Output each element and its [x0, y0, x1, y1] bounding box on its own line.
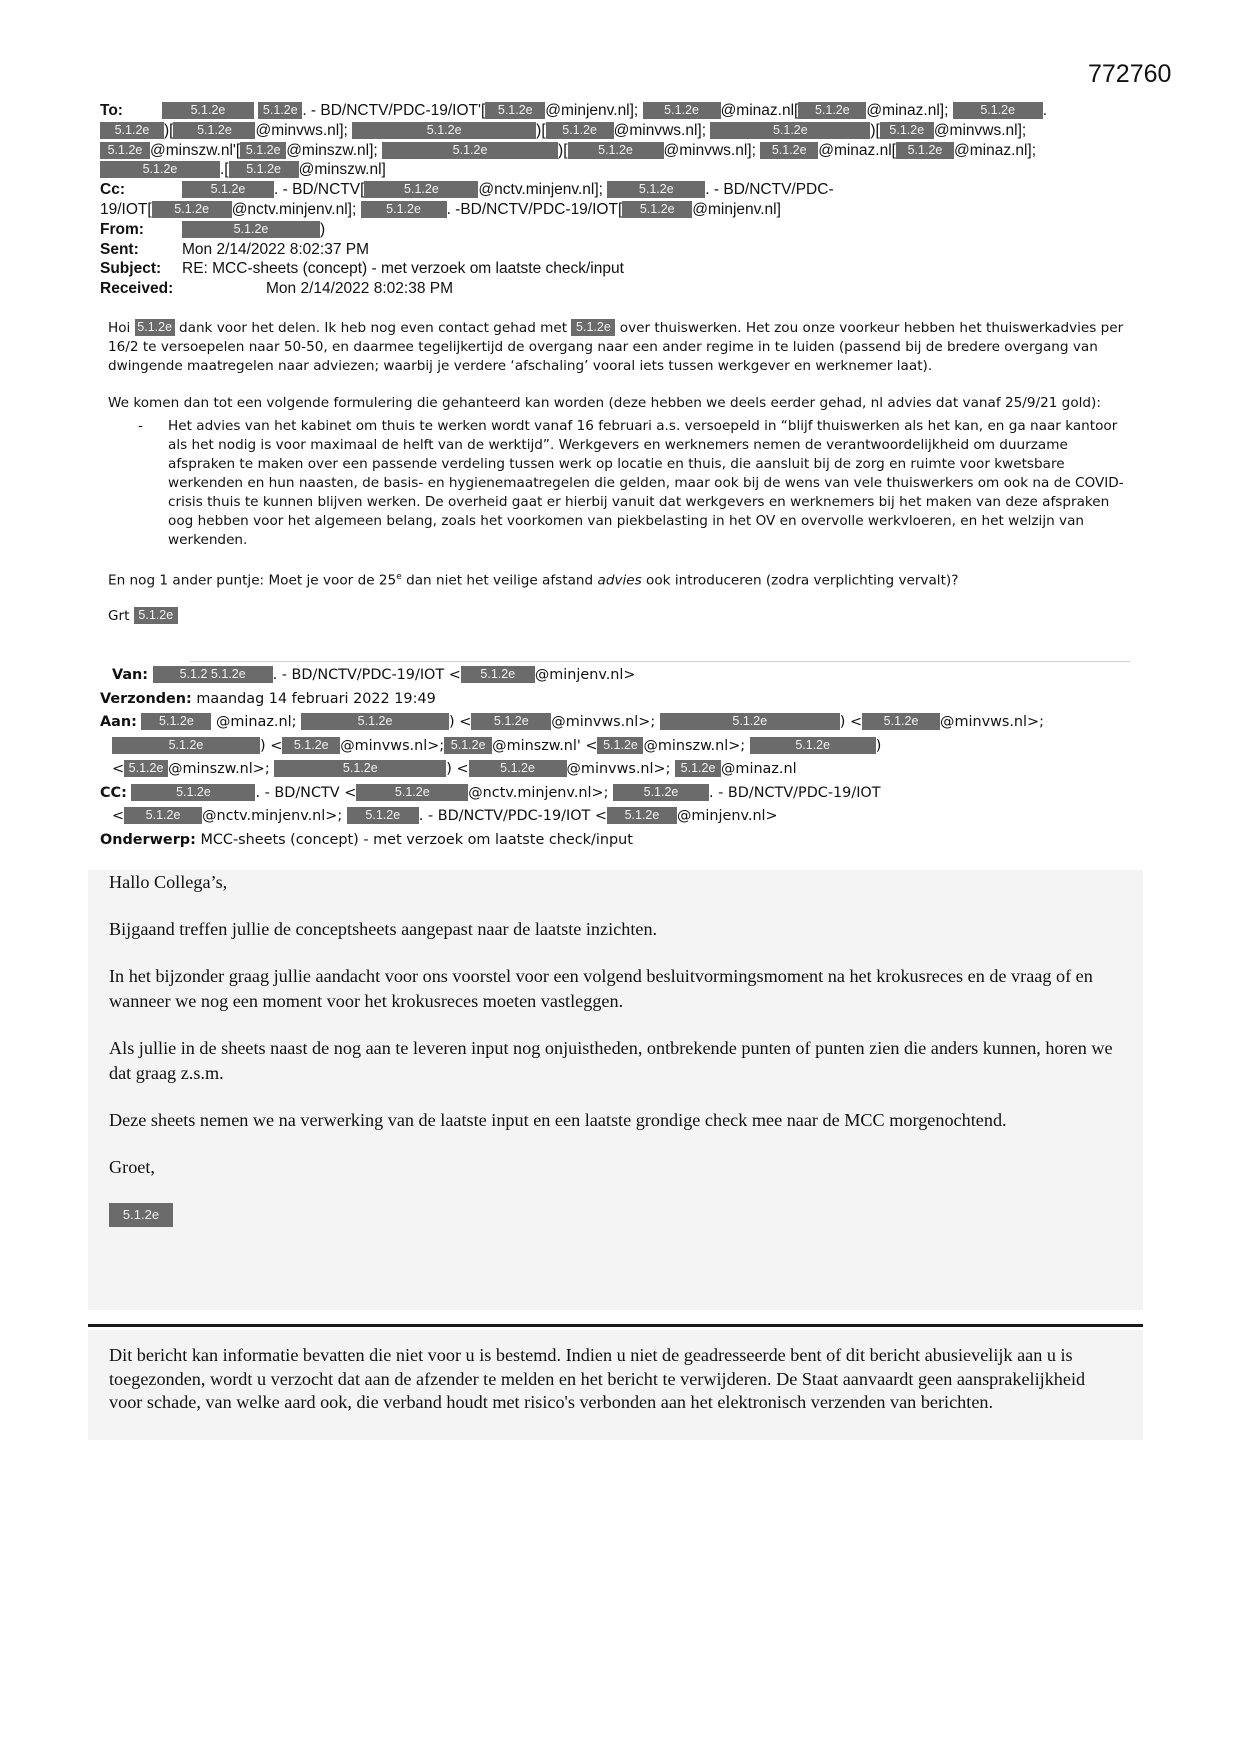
original-paragraph: Als jullie in de sheets naast de nog aan te leveren input nog onjuistheden, ontbrekende punten of punten zien die anders kunnen, horen we dat graag z.s.m.	[109, 1038, 1113, 1083]
onderwerp-line	[100, 829, 1130, 853]
original-paragraph: In het bijzonder graag jullie aandacht voor ons voorstel voor een volgend besluitvormingsmoment na het krokusreces en de vraag of en wanneer we nog een moment voor het krokusreces moeten vastleggen.	[109, 966, 1093, 1011]
address-text: @minszw.nl];	[286, 141, 378, 159]
emphasis: advies	[597, 572, 642, 589]
redaction: 5.1.2e	[643, 102, 721, 119]
verzonden-value: maandag 14 februari 2022 19:49	[196, 690, 436, 707]
address-text: )[	[536, 121, 546, 139]
received-line	[100, 279, 1140, 299]
address-text: @minszw.nl]	[298, 161, 386, 179]
reply-text: dank voor het delen. Ik heb nog even contact gehad met	[178, 320, 568, 336]
redaction: 5.1.2e	[134, 607, 178, 624]
address-text: @minszw.nl>;	[168, 761, 270, 777]
redaction: 5.1.2e	[862, 713, 940, 730]
cc-label: CC:	[100, 784, 127, 801]
redaction: 5.1.2e	[258, 102, 302, 119]
reply-body	[108, 319, 1133, 644]
address-text: . - BD/NCTV[	[274, 181, 365, 199]
address-text: @minvws.nl>;	[940, 714, 1044, 730]
original-message	[88, 870, 1143, 1310]
address-text: @nctv.minjenv.nl];	[231, 200, 357, 218]
address-text: . - BD/NCTV <	[255, 784, 357, 801]
reply-paragraph	[108, 319, 1133, 376]
received-value: Mon 2/14/2022 8:02:38 PM	[266, 280, 453, 298]
original-paragraph: Hallo Collega’s,	[109, 872, 228, 892]
redaction: 5.1.2e	[100, 142, 150, 159]
address-text: @minjenv.nl>	[534, 667, 636, 683]
verzonden-line	[100, 688, 1130, 712]
email-header	[100, 101, 1140, 299]
cc-line	[100, 782, 1130, 806]
redaction: 5.1.2e	[461, 666, 535, 683]
address-text: @minszw.nl'[	[150, 141, 241, 159]
address-text: . - BD/NCTV/PDC-	[705, 181, 834, 199]
redaction: 5.1.2e	[622, 201, 692, 218]
redaction: 5.1.2e	[546, 122, 614, 139]
redaction: 5.1.2e	[301, 713, 449, 730]
cc-line	[100, 180, 1140, 200]
address-text: . - BD/NCTV/PDC-19/IOT'[	[302, 102, 486, 119]
separator-line	[88, 1324, 1143, 1327]
redaction: 5.1.2e	[607, 807, 677, 824]
redaction: 5.1.2e	[597, 737, 643, 754]
redaction: 5.1.2e	[568, 142, 664, 159]
sent-value: Mon 2/14/2022 8:02:37 PM	[182, 240, 369, 258]
cc-line	[100, 200, 1140, 220]
to-line	[100, 101, 1140, 121]
aan-line	[100, 735, 1130, 759]
address-text: . -BD/NCTV/PDC-19/IOT[	[446, 200, 623, 218]
address-text: . - BD/NCTV/PDC-19/IOT	[709, 784, 881, 801]
reply-text: dan niet het veilige afstand	[406, 572, 594, 589]
reply-text: Hoi	[108, 320, 131, 336]
redaction: 5.1.2e	[485, 102, 545, 119]
address-text: @minvws.nl];	[613, 121, 707, 139]
redaction: 5.1.2e	[675, 760, 721, 777]
redaction: 5.1.2e	[100, 161, 220, 178]
address-text: @minszw.nl>;	[643, 737, 746, 754]
redaction: 5.1.2e	[347, 807, 419, 824]
disclaimer-text: Dit bericht kan informatie bevatten die niet voor u is bestemd. Indien u niet de geadresseerde bent of dit bericht abusievelijk aan u is toegezonden, wordt u verzocht dat aan de afzender te melden en het bericht te verwijderen. De Staat aanvaardt geen aansprakelijkheid voor schade, van welke aard ook, die verband houdt met risico's verbonden aan het elektronisch verzenden van berichten.	[109, 1345, 1086, 1412]
address-text: @minvws.nl];	[933, 121, 1027, 139]
address-text: <	[112, 761, 125, 777]
redaction: 5.1.2e	[750, 737, 876, 754]
aan-line	[100, 711, 1130, 735]
redaction: 5.1.2 5.1.2e	[153, 666, 273, 683]
forwarded-header	[100, 664, 1130, 852]
redaction: 5.1.2e	[880, 122, 934, 139]
van-line	[100, 664, 1130, 688]
address-text: @minaz.nl];	[953, 141, 1037, 159]
address-text: . - BD/NCTV/PDC-19/IOT <	[272, 667, 461, 683]
address-text: ) <	[449, 714, 472, 730]
original-paragraph: Bijgaand treffen jullie de conceptsheets aangepast naar de laatste inzichten.	[109, 919, 658, 939]
original-paragraph: Deze sheets nemen we na verwerking van de laatste input en een laatste grondige check mee naar de MCC morgenochtend.	[109, 1110, 1007, 1130]
divider	[190, 661, 1130, 662]
address-text: @nctv.minjenv.nl];	[478, 181, 603, 199]
aan-line	[100, 758, 1130, 782]
redaction: 5.1.2e	[471, 713, 551, 730]
reply-text: ook introduceren (zodra verplichting vervalt)?	[646, 572, 959, 589]
subject-line	[100, 259, 1140, 279]
subject-label: Subject:	[100, 260, 162, 278]
address-text: )	[875, 737, 882, 754]
bullet-list	[108, 417, 1133, 550]
onderwerp-value: MCC-sheets (concept) - met verzoek om laatste check/input	[200, 831, 633, 848]
redaction: 5.1.2e	[352, 122, 536, 139]
redaction: 5.1.2e	[112, 737, 260, 754]
greeting-text: Grt	[108, 607, 130, 624]
address-text: ) <	[446, 761, 469, 777]
reply-paragraph	[108, 568, 1133, 591]
address-text: )	[320, 220, 326, 238]
received-label: Received:	[100, 280, 174, 298]
address-text: @minvws.nl>;	[566, 761, 671, 777]
to-line	[100, 141, 1140, 161]
address-text: @minvws.nl>;	[340, 737, 445, 754]
original-paragraph: Groet,	[109, 1157, 155, 1177]
address-text: ) <	[260, 737, 283, 754]
address-text: @minjenv.nl>	[676, 808, 778, 824]
redaction: 5.1.2e	[798, 102, 866, 119]
superscript: e	[396, 572, 402, 582]
address-text: 19/IOT[	[100, 200, 152, 218]
redaction: 5.1.2e	[660, 713, 840, 730]
address-text: @minjenv.nl];	[545, 102, 639, 119]
to-line	[100, 121, 1140, 141]
redaction: 5.1.2e	[760, 142, 818, 159]
address-text: @minaz.nl	[721, 761, 797, 777]
redaction: 5.1.2e	[361, 201, 447, 218]
redaction: 5.1.2e	[152, 201, 232, 218]
reply-text: over thuiswerken. Het zou onze voorkeur hebben het thuiswerkadvies per 16/2 te versoepelen naar 50-50, en daarmee tegelijkertijd de overgang naar een ander regime in te luiden (passend bij de bredere overgang van dwingende maatregelen naar adviezen; waarbij je verdere ‘afschaling’ vooral iets tussen werkgever en werknemer laat).	[108, 320, 1124, 374]
redaction: 5.1.2e	[607, 181, 705, 198]
redaction: 5.1.2e	[124, 807, 202, 824]
redaction: 5.1.2e	[710, 122, 870, 139]
address-text: )[	[558, 141, 568, 159]
address-text: <	[112, 808, 125, 824]
redaction: 5.1.2e	[141, 713, 211, 730]
address-text: @minaz.nl[	[818, 141, 896, 159]
document-number: 772760	[1088, 60, 1172, 88]
address-text: @minvws.nl];	[663, 141, 756, 159]
reply-paragraph: We komen dan tot een volgende formulering die gehanteerd kan worden (deze hebben we deels eerder gehad, nl advies dat vanaf 25/9/21 gold):	[108, 395, 1101, 411]
from-label: From:	[100, 220, 144, 238]
redaction: 5.1.2e	[571, 319, 615, 336]
address-text: @nctv.minjenv.nl>;	[202, 808, 343, 824]
address-text: @minaz.nl];	[866, 102, 949, 119]
address-text: @minszw.nl' <	[492, 737, 598, 754]
redaction: 5.1.2e	[356, 784, 468, 801]
address-text: )[	[870, 121, 880, 139]
to-label: To:	[100, 102, 123, 119]
address-text: .[	[220, 161, 229, 179]
address-text: ) <	[839, 714, 863, 730]
address-text: )[	[164, 121, 174, 139]
van-label: Van:	[112, 667, 149, 683]
redaction: 5.1.2e	[282, 737, 340, 754]
redaction: 5.1.2e	[135, 319, 175, 336]
redaction: 5.1.2e	[182, 181, 274, 198]
verzonden-label: Verzonden:	[100, 690, 192, 707]
address-text: @minvws.nl];	[255, 121, 348, 139]
sent-label: Sent:	[100, 240, 139, 258]
redaction: 5.1.2e	[240, 142, 286, 159]
address-text: @minaz.nl[	[720, 102, 799, 119]
redaction: 5.1.2e	[124, 760, 168, 777]
original-body	[109, 870, 1119, 1227]
from-line	[100, 220, 1140, 240]
redaction: 5.1.2e	[173, 122, 255, 139]
redaction: 5.1.2e	[364, 181, 478, 198]
redaction: 5.1.2e	[131, 784, 255, 801]
redaction: 5.1.2e	[100, 122, 164, 139]
redaction: 5.1.2e	[382, 142, 558, 159]
redaction: 5.1.2e	[229, 161, 299, 178]
address-text: @minaz.nl;	[216, 714, 297, 730]
redaction: 5.1.2e	[444, 737, 492, 754]
disclaimer-box	[88, 1330, 1143, 1440]
address-text: .	[1042, 102, 1048, 119]
redaction: 5.1.2e	[274, 760, 446, 777]
redaction: 5.1.2e	[613, 784, 709, 801]
onderwerp-label: Onderwerp:	[100, 831, 196, 848]
address-text: . - BD/NCTV/PDC-19/IOT <	[418, 808, 607, 824]
sent-line	[100, 240, 1140, 260]
redaction: 5.1.2e	[953, 102, 1043, 119]
cc-label: Cc:	[100, 181, 125, 199]
address-text: @minjenv.nl]	[692, 200, 781, 218]
signature-redaction: 5.1.2e	[109, 1203, 173, 1227]
redaction: 5.1.2e	[469, 760, 567, 777]
bullet-item: - Het advies van het kabinet om thuis te werken wordt vanaf 16 februari a.s. versoepeld in “blijf thuiswerken als het kan, en ga naar kantoor als het nodig is voor maximaal de helft van de werktijd”. Werkgevers en werknemers nemen de verantwoordelijkheid om duurzame afspraken te maken over een passende verdeling tussen werk op locatie en thuis, die aansluit bij de zorg en ruimte voor kwetsbare werkenden en hun naasten, de basis- en hygienemaatregelen die gelden, maar ook bij de wens van vele thuiswerkers om ook na de COVID-crisis thuis te kunnen blijven werken. De overheid gaat er hierbij vanuit dat werkgevers en werknemers bij het maken van deze afspraken oog hebben voor het algemeen belang, zoals het voorkomen van piekbelasting in het OV en overvolle werkvloeren, en het welzijn van werkenden.	[168, 417, 1133, 550]
aan-label: Aan:	[100, 714, 137, 730]
redaction: 5.1.2e	[162, 102, 254, 119]
subject-value: RE: MCC-sheets (concept) - met verzoek om laatste check/input	[182, 260, 624, 278]
redaction: 5.1.2e	[182, 221, 320, 238]
redaction: 5.1.2e	[896, 142, 954, 159]
reply-greeting	[108, 607, 1133, 626]
address-text: @nctv.minjenv.nl>;	[468, 784, 609, 801]
reply-text: En nog 1 ander puntje: Moet je voor de 25	[108, 572, 397, 589]
address-text: @minvws.nl>;	[551, 714, 656, 730]
cc-line	[100, 805, 1130, 829]
to-line	[100, 160, 1140, 180]
